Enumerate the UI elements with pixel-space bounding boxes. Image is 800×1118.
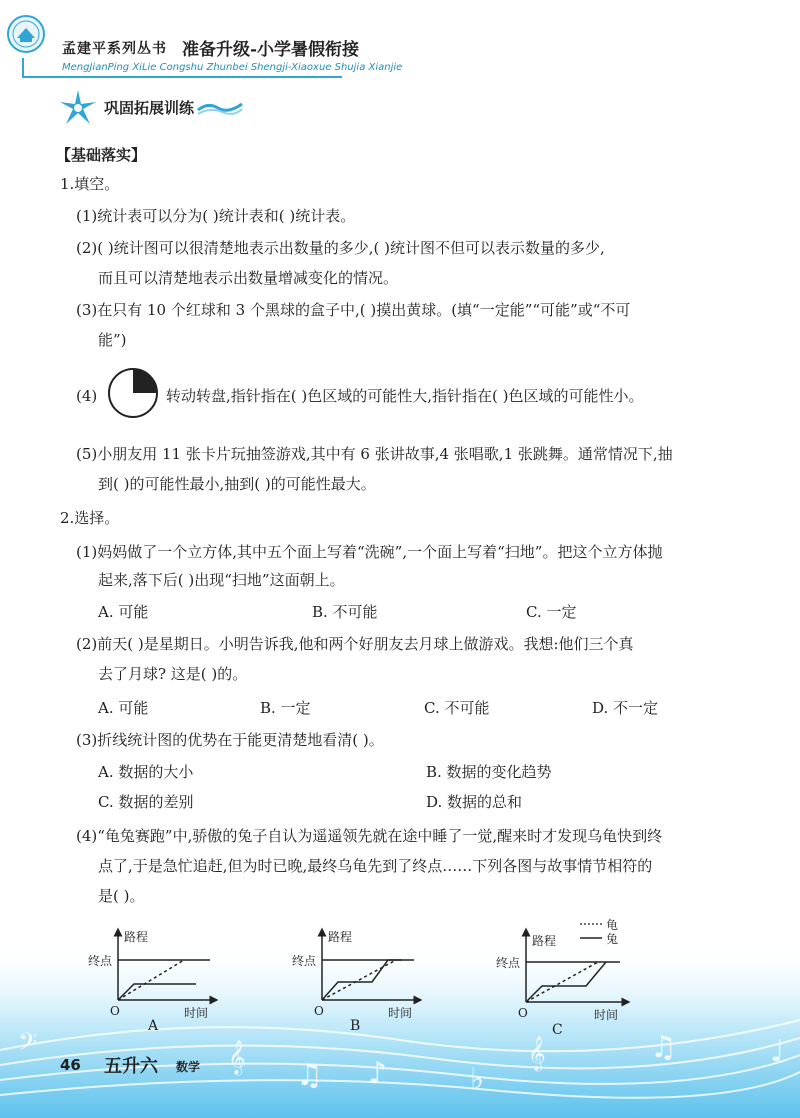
graph-c-caption: C <box>552 1022 563 1038</box>
graph-b <box>292 926 422 1026</box>
q2-p3-option-d: D. 数据的总和 <box>426 793 523 811</box>
series-name: 孟建平系列丛书 <box>62 41 167 57</box>
section-title: 巩固拓展训练 <box>104 99 195 117</box>
graph-b-finish-label: 终点 <box>292 954 317 968</box>
q2-p2-option-c: C. 不可能 <box>424 699 490 717</box>
q2-p2-line1: (2)前天( )是星期日。小明告诉我,他和两个好朋友去月球上做游戏。我想:他们三个真 <box>76 635 634 653</box>
graph-b-ylabel: 路程 <box>328 930 353 944</box>
graph-a-ylabel: 路程 <box>124 930 149 944</box>
q2-p2-option-d: D. 不一定 <box>592 699 659 717</box>
q2-p3-option-c: C. 数据的差别 <box>98 793 194 811</box>
bass-clef-icon: 𝄢 <box>18 1028 38 1063</box>
graph-b-caption: B <box>350 1018 361 1034</box>
q1-p4-number: (4) <box>76 387 98 405</box>
music-note-icon: ♫ <box>296 1058 323 1093</box>
graph-c-finish-label: 终点 <box>496 956 521 970</box>
q1-p5-line2: 到( )的可能性最小,抽到( )的可能性最大。 <box>98 475 376 493</box>
flat-sign-icon: ♭ <box>470 1062 485 1097</box>
q2-p1-option-b: B. 不可能 <box>312 603 378 621</box>
q2-p3-option-b: B. 数据的变化趋势 <box>426 763 552 781</box>
star-burst-icon <box>58 88 98 128</box>
q1-p2-line1: (2)( )统计图可以很清楚地表示出数量的多少,( )统计图不但可以表示数量的多少, <box>76 239 605 257</box>
header-accent-line <box>22 58 24 78</box>
footer-brand: 五升六 <box>104 1056 158 1077</box>
graph-a-finish-label: 终点 <box>88 954 113 968</box>
graph-c <box>494 918 634 1026</box>
wave-decoration-icon <box>196 100 244 116</box>
graph-b-origin: O <box>314 1004 324 1018</box>
q2-p4-line2: 点了,于是急忙追赶,但为时已晚,最终乌龟先到了终点……下列各图与故事情节相符的 <box>98 857 653 875</box>
q1-p3-line1: (3)在只有 10 个红球和 3 个黑球的盒子中,( )摸出黄球。(填“一定能”“可能”或“不可 <box>76 301 631 319</box>
graph-c-xlabel: 时间 <box>594 1008 619 1022</box>
treble-clef-icon: 𝄞 <box>528 1036 546 1071</box>
q2-p3-option-a: A. 数据的大小 <box>98 763 194 781</box>
graph-c-legend-rabbit: 兔 <box>606 932 619 946</box>
header-underline <box>22 76 342 78</box>
q2-p2-line2: 去了月球? 这是( )的。 <box>98 665 248 683</box>
graph-c-legend-turtle: 龟 <box>606 918 619 932</box>
footer-subject: 数学 <box>176 1060 201 1074</box>
q2-p4-line3: 是( )。 <box>98 887 145 905</box>
q2-p2-option-a: A. 可能 <box>98 699 149 717</box>
publisher-logo <box>6 14 46 54</box>
section-label: 【基础落实】 <box>56 146 147 164</box>
q1-p1: (1)统计表可以分为( )统计表和( )统计表。 <box>76 207 356 225</box>
q2-p2-option-b: B. 一定 <box>260 699 311 717</box>
book-slogan: 准备升级-小学暑假衔接 <box>182 40 360 60</box>
q1-p5-line1: (5)小朋友用 11 张卡片玩抽签游戏,其中有 6 张讲故事,4 张唱歌,1 张跳舞。通常情况下,抽 <box>76 445 673 463</box>
music-note-icon: ♪ <box>368 1056 388 1091</box>
q1-p3-line2: 能”) <box>98 331 127 349</box>
graph-c-ylabel: 路程 <box>532 934 557 948</box>
graph-b-xlabel: 时间 <box>388 1006 413 1020</box>
pinyin-subtitle: MengJianPing XiLie Congshu Zhunbei Shengji-Xiaoxue Shujia Xianjie <box>62 62 403 73</box>
q1-p4-text: 转动转盘,指针指在( )色区域的可能性大,指针指在( )色区域的可能性小。 <box>166 387 644 405</box>
q2-p1-line2: 起来,落下后( )出现“扫地”这面朝上。 <box>98 571 345 589</box>
q2-p3-line1: (3)折线统计图的优势在于能更清楚地看清( )。 <box>76 731 384 749</box>
q2-p1-option-a: A. 可能 <box>98 603 149 621</box>
q1-p2-line2: 而且可以清楚地表示出数量增减变化的情况。 <box>98 269 399 287</box>
spinner-wheel-icon <box>106 366 160 420</box>
graph-a <box>88 926 218 1026</box>
q2-title: 2.选择。 <box>60 509 120 527</box>
graph-a-xlabel: 时间 <box>184 1006 209 1020</box>
q2-p1-option-c: C. 一定 <box>526 603 577 621</box>
q1-title: 1.填空。 <box>60 175 120 193</box>
page-number: 46 <box>60 1056 81 1074</box>
music-note-icon: ♫ <box>650 1030 677 1065</box>
graph-c-origin: O <box>518 1006 528 1020</box>
graph-a-caption: A <box>148 1018 159 1034</box>
q2-p4-line1: (4)“龟兔赛跑”中,骄傲的兔子自认为遥遥领先就在途中睡了一觉,醒来时才发现乌龟快到终 <box>76 827 663 845</box>
q2-p1-line1: (1)妈妈做了一个立方体,其中五个面上写着“洗碗”,一个面上写着“扫地”。把这个立方体抛 <box>76 543 663 561</box>
treble-clef-icon: 𝄞 <box>228 1040 246 1075</box>
music-note-icon: ♩ <box>770 1034 785 1069</box>
graph-a-origin: O <box>110 1004 120 1018</box>
